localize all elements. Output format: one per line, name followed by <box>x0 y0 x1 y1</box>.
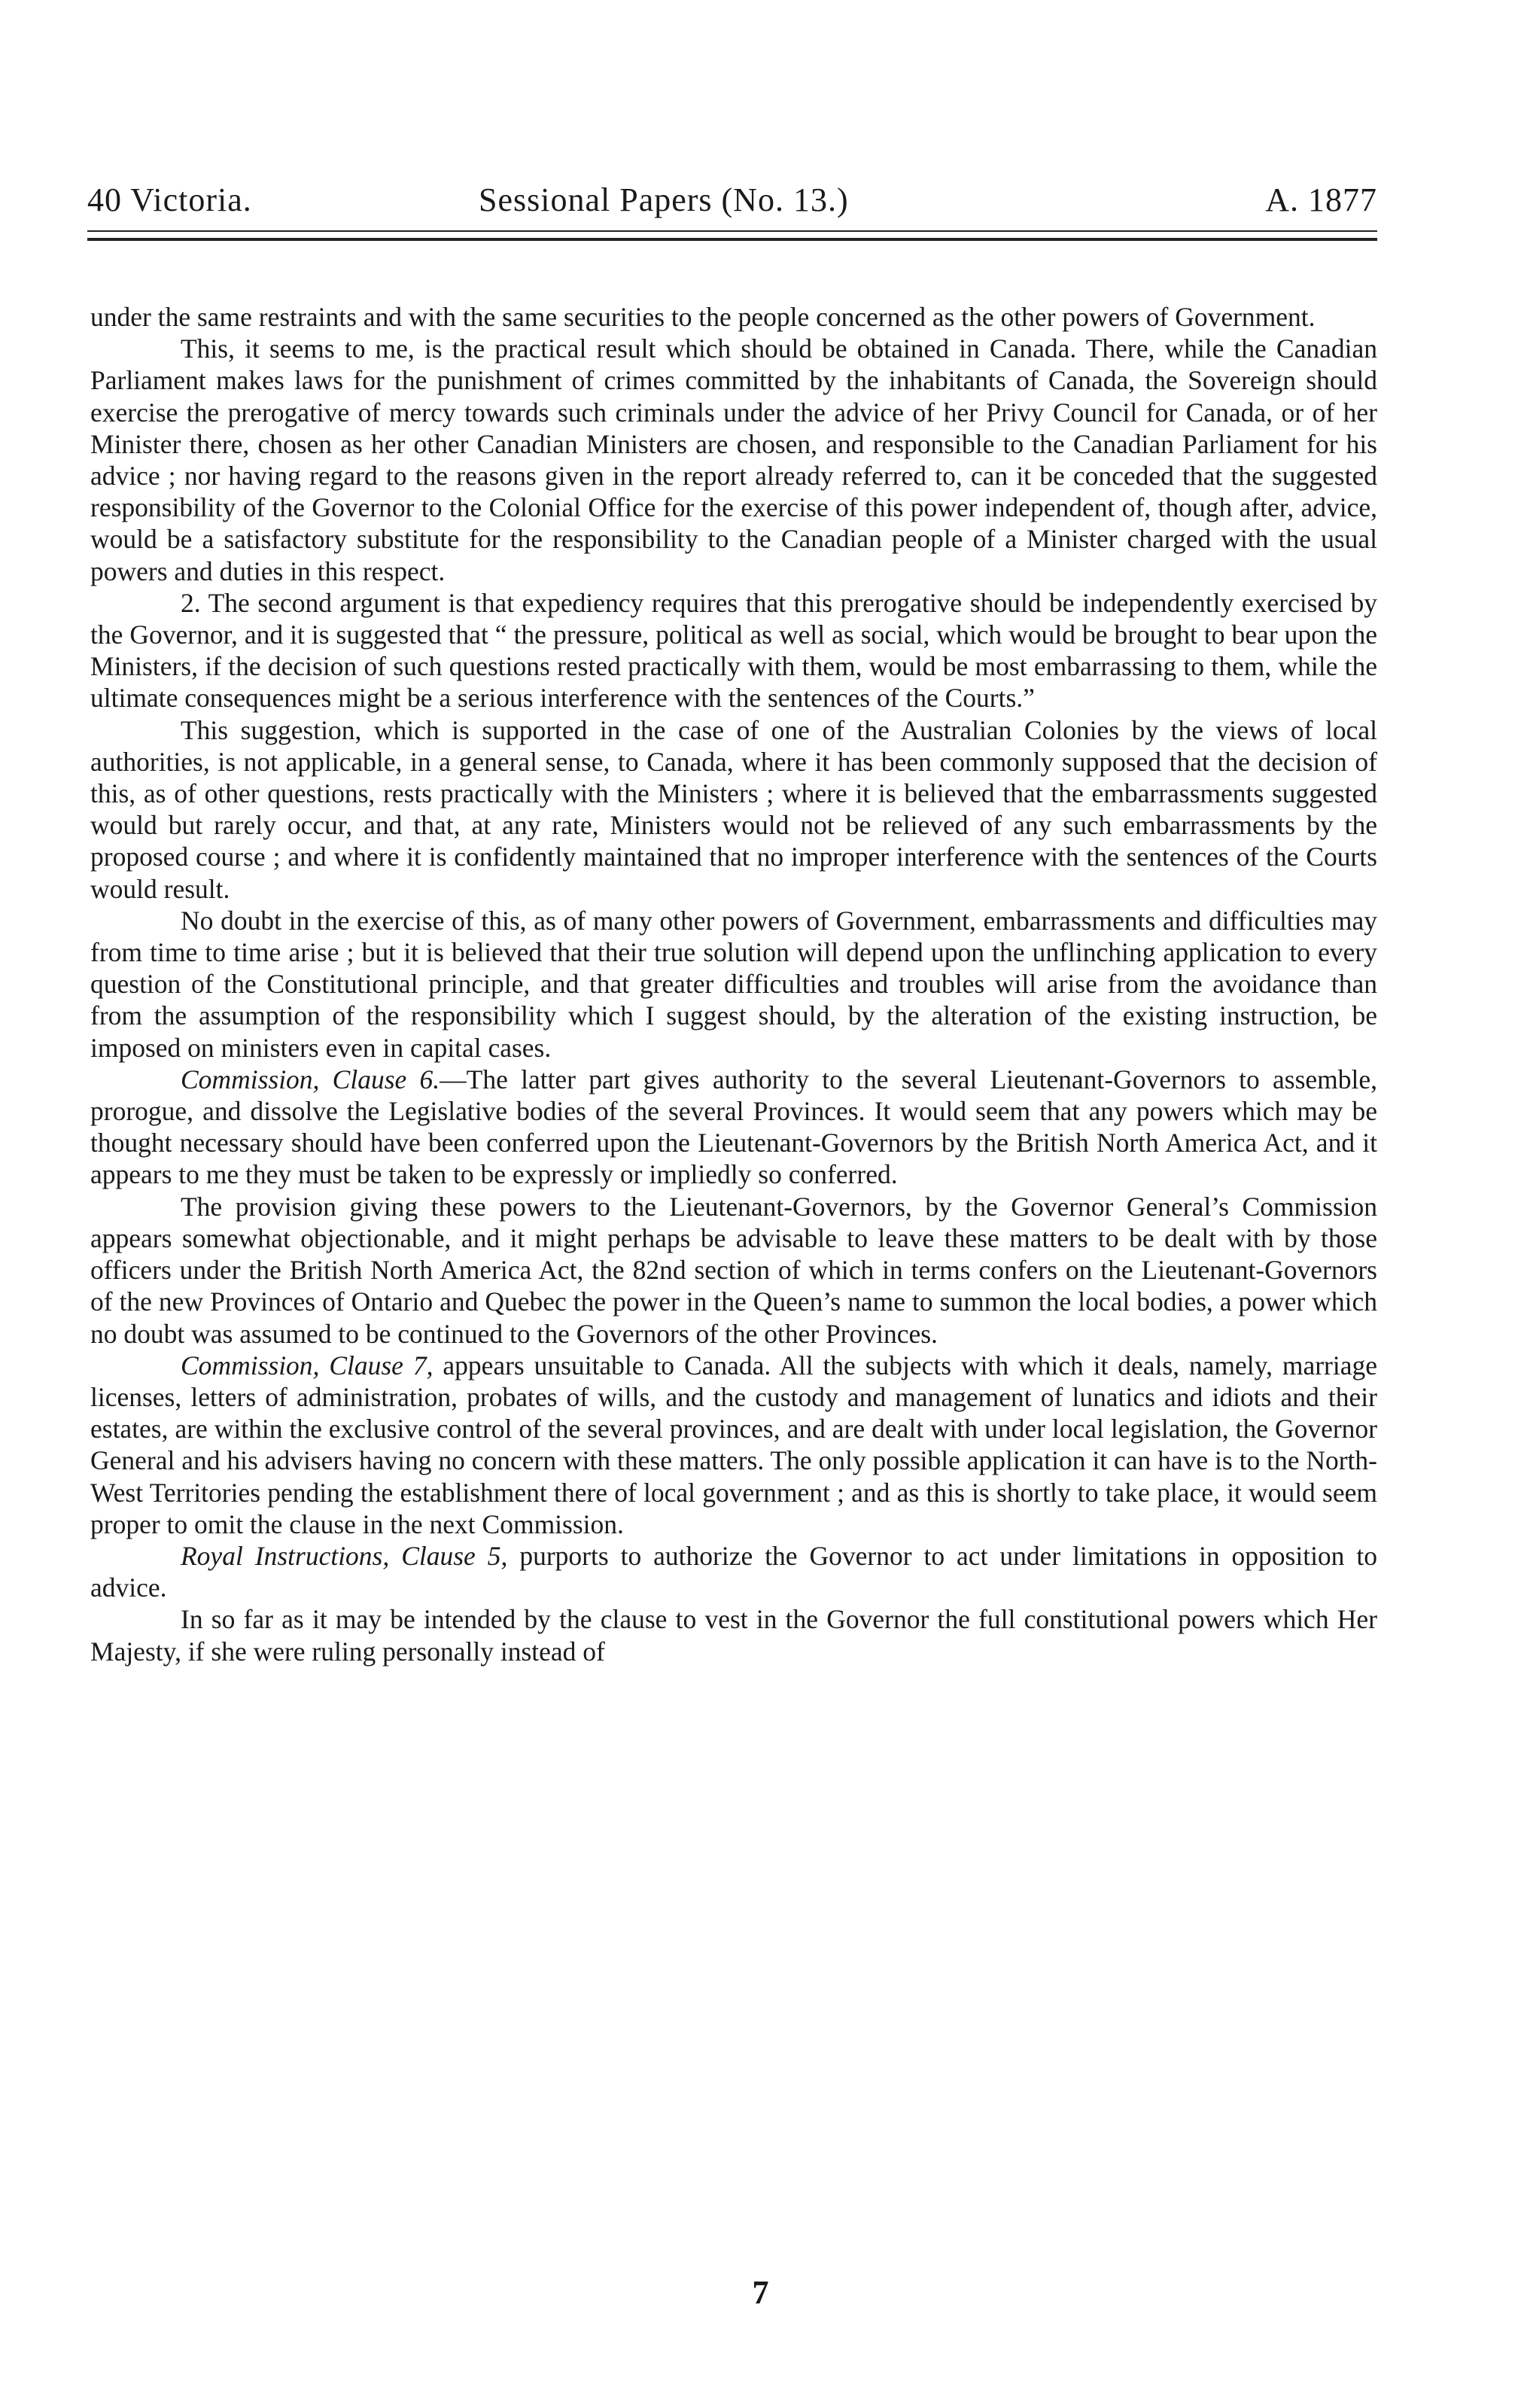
paragraph-8-text: appears unsuitable to Canada. All the subjects with which it deals, namely, marriage licenses, letters of administration, probates of wills, and the custody and management of lunatics and idiots and their estates, are within the exclusive control of the several provinces, and are dealt with under local legislation, the Governor General and his advisers having no concern with these matters. The only possible application it can have is to the North-West Territories pending the establishment there of local government ; and as this is shortly to take place, it would seem proper to omit the clause in the next Commission. <box>90 1350 1378 1539</box>
page-header <box>87 172 1377 232</box>
header-session: 40 Victoria. <box>87 181 252 218</box>
clause-heading: Commission, Clause 7, <box>181 1350 433 1381</box>
clause-heading: Royal Instructions, Clause 5, <box>181 1540 508 1571</box>
paragraph-7: The provision giving these powers to the Lieutenant-Governors, by the Governor General’s Commission appears somewhat objectionable, and it might perhaps be advisable to leave these matters to be dealt with by those officers under the British North America Act, the 82nd section of which in terms confers on the Lieutenant-Governors of the new Provinces of Ontario and Quebec the power in the Queen’s name to summon the local bodies, a power which no doubt was assumed to be continued to the Governors of the other Provinces. <box>90 1191 1377 1349</box>
page-number: 7 <box>752 2274 769 2311</box>
paragraph-10: In so far as it may be intended by the clause to vest in the Governor the full constitutional powers which Her Majesty, if she were ruling personally instead of <box>90 1604 1377 1667</box>
paragraph-8 <box>90 1350 1377 1540</box>
paragraph-3: 2. The second argument is that expediency requires that this prerogative should be independently exercised by the Governor, and it is suggested that “ the pressure, political as well as social, which would be brought to bear upon the Ministers, if the decision of such questions rested practically with them, would be most embarrassing to them, while the ultimate consequences might be a serious interference with the sentences of the Courts.” <box>90 587 1377 714</box>
header-rule-thin <box>87 230 1377 232</box>
paragraph-6-text: —The latter part gives authority to the several Lieutenant-Governors to assemble, prorogue, and dissolve the Legislative bodies of the several Provinces. It would seem that any powers which may be thought necessary should have been conferred upon the Lieutenant-Governors by the British North America Act, and it appears to me they must be taken to be expressly or impliedly so conferred. <box>90 1064 1378 1190</box>
paragraph-1: under the same restraints and with the same securities to the people concerned as the other powers of Government. <box>90 302 1316 332</box>
paragraph-9-text: purports to authorize the Governor to act under limitations in opposition to advice. <box>90 1540 1377 1603</box>
paragraph-6 <box>90 1064 1377 1191</box>
clause-heading: Commission, Clause 6. <box>181 1064 440 1094</box>
header-year: A. 1877 <box>1265 181 1377 218</box>
paragraph-4: This suggestion, which is supported in the case of one of the Australian Colonies by the views of local authorities, is not applicable, in a general sense, to Canada, where it has been commonly supposed that the decision of this, as of other questions, rests practically with the Ministers ; where it is believed that the embarrassments suggested would but rarely occur, and that, at any rate, Ministers would not be relieved of any such embarrassments by the proposed course ; and where it is confidently maintained that no improper interference with the sentences of the Courts would result. <box>90 714 1377 904</box>
header-title: Sessional Papers (No. 13.) <box>479 181 849 218</box>
paragraph-2: This, it seems to me, is the practical result which should be obtained in Canada. There, while the Canadian Parliament makes laws for the punishment of crimes committed by the inhabitants of Canada, the Sovereign should exercise the prerogative of mercy towards such criminals under the advice of her Privy Council for Canada, or of her Minister there, chosen as her other Canadian Ministers are chosen, and responsible to the Canadian Parliament for his advice ; nor having regard to the reasons given in the report already referred to, can it be conceded that the suggested responsibility of the Governor to the Colonial Office for the exercise of this power independent of, though after, advice, would be a satisfactory substitute for the responsibility to the Canadian people of a Minister charged with the usual powers and duties in this respect. <box>90 333 1377 586</box>
body-text <box>90 301 1377 1667</box>
paragraph-5: No doubt in the exercise of this, as of many other powers of Government, embarrassments and difficulties may from time to time arise ; but it is believed that their true solution will depend upon the unflinching application to every question of the Constitutional principle, and that greater difficulties and troubles will arise from the avoidance than from the assumption of the responsibility which I suggest should, by the alteration of the existing instruction, be imposed on ministers even in capital cases. <box>90 905 1377 1063</box>
header-rule-thick <box>87 238 1377 241</box>
paragraph-9 <box>90 1540 1377 1603</box>
